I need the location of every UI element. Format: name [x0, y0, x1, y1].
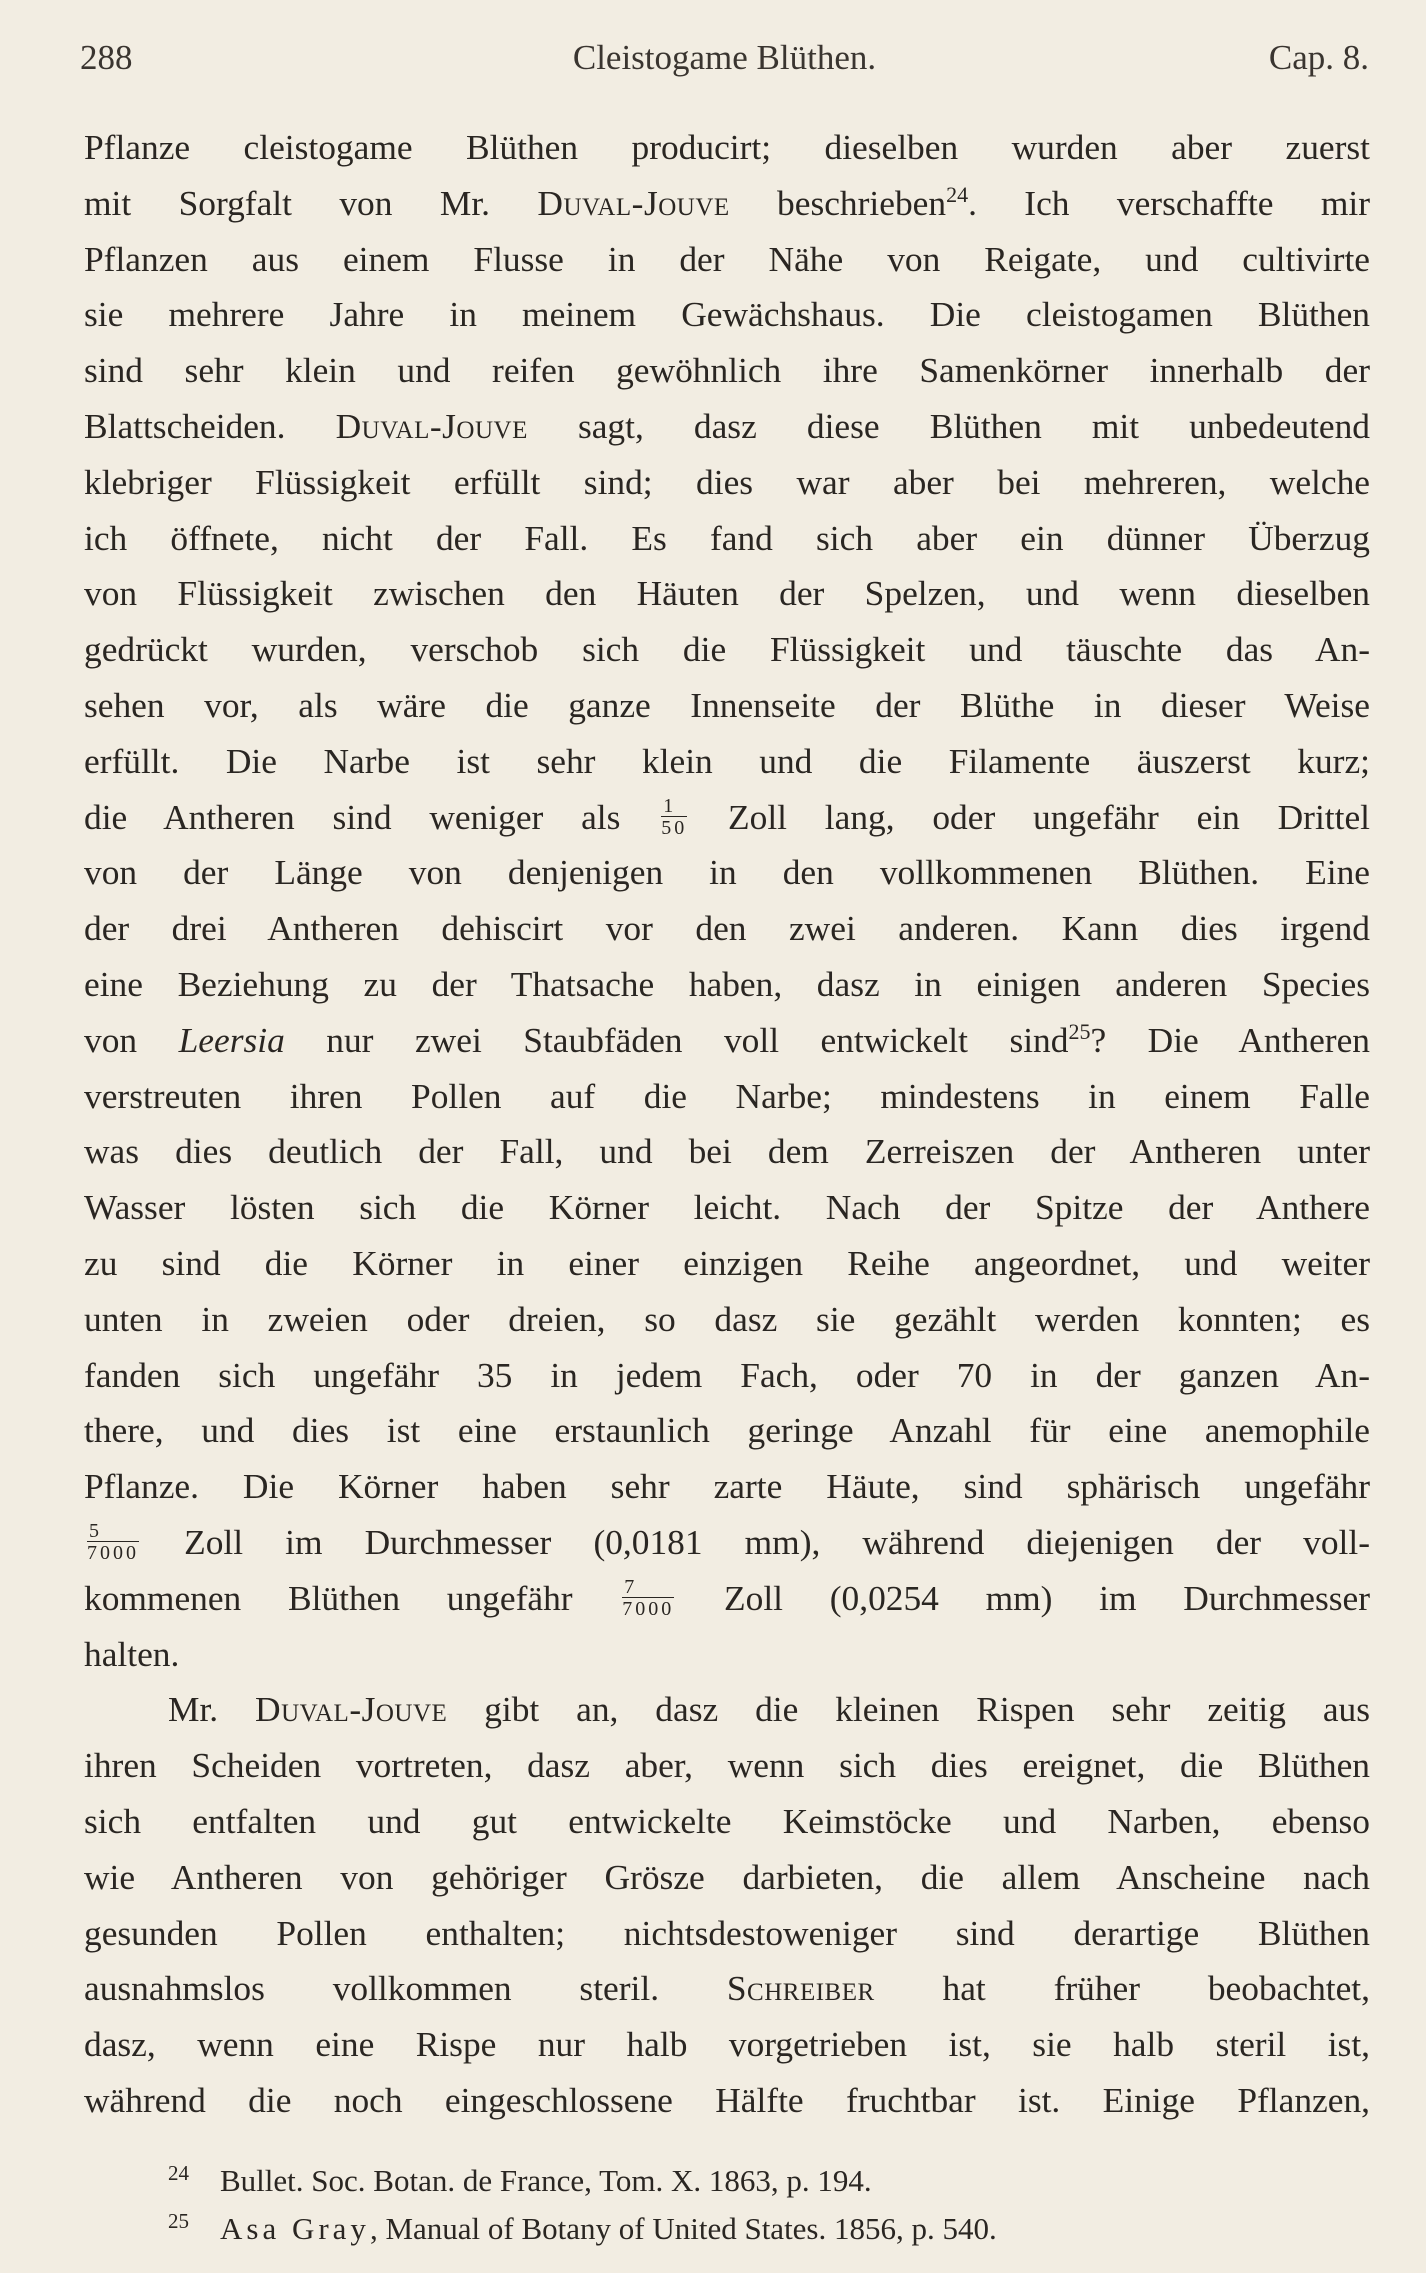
text-line: there, und dies ist eine erstaunlich geringe Anzahl für eine anemophile: [84, 1410, 1370, 1451]
author-name: Duval-Jouve: [537, 182, 730, 223]
text-line: Pflanze. Die Körner haben sehr zarte Häute, sind sphärisch ungefähr: [84, 1466, 1370, 1507]
text-line: mit Sorgfalt von Mr. Duval-Jouve beschrieben$^{24}$. Ich verschaffte mir: [84, 182, 1370, 223]
text-line: die Antheren sind weniger als $\frac{1}{50}$ Zoll lang, oder ungefähr ein Drittel: [84, 794, 1370, 839]
chapter-label: Cap. 8.: [1268, 38, 1369, 77]
footnote-text: , Manual of Botany of United States. 1856, p. 540.: [369, 2211, 997, 2246]
text-line: der drei Antheren dehiscirt vor den zwei anderen. Kann dies irgend: [84, 908, 1370, 949]
text-line: dasz, wenn eine Rispe nur halb vorgetrieben ist, sie halb steril ist,: [84, 2024, 1370, 2065]
text-line: erfüllt. Die Narbe ist sehr klein und die Filamente äuszerst kurz;: [84, 740, 1370, 781]
text-line: halten.: [84, 1633, 180, 1674]
text-line: gedrückt wurden, verschob sich die Flüssigkeit und täuschte das An-: [84, 629, 1370, 670]
fraction: $\frac{5}{7000}$: [87, 1519, 139, 1564]
text-line: eine Beziehung zu der Thatsache haben, dasz in einigen anderen Species: [84, 963, 1370, 1004]
text-line: von Leersia nur zwei Staubfäden voll entwickelt sind$^{25}$? Die Antheren: [84, 1018, 1370, 1060]
text-line: klebriger Flüssigkeit erfüllt sind; dies war aber bei mehreren, welche: [84, 461, 1370, 502]
fraction: $\frac{7}{7000}$: [622, 1575, 675, 1620]
text-line: fanden sich ungefähr 35 in jedem Fach, oder 70 in der ganzen An-: [84, 1354, 1370, 1395]
footnote-text: Bullet. Soc. Botan. de France, Tom. X. 1863, p. 194.: [220, 2163, 872, 2198]
page-header: [80, 38, 1369, 82]
genus-name: Leersia: [178, 1019, 285, 1060]
page-number: 288: [80, 38, 133, 77]
text-line: gesunden Pollen enthalten; nichtsdestoweniger sind derartige Blüthen: [84, 1912, 1370, 1953]
text-line: von Flüssigkeit zwischen den Häuten der Spelzen, und wenn dieselben: [84, 573, 1370, 614]
text-line: verstreuten ihren Pollen auf die Narbe; mindestens in einem Falle: [84, 1075, 1370, 1116]
text-line: Wasser lösten sich die Körner leicht. Nach der Spitze der Anthere: [84, 1187, 1370, 1228]
text-line: $\frac{5}{7000}$ Zoll im Durchmesser (0,0181 mm), während diejenigen der voll-: [87, 1519, 1370, 1564]
text-line: von der Länge von denjenigen in den vollkommenen Blüthen. Eine: [84, 852, 1370, 893]
running-title: Cleistogame Blüthen.: [572, 38, 877, 77]
text-line: sie mehrere Jahre in meinem Gewächshaus. Die cleistogamen Blüthen: [84, 294, 1370, 335]
author-name: Duval-Jouve: [335, 405, 528, 446]
text-line: sehen vor, als wäre die ganze Innenseite der Blüthe in dieser Weise: [84, 684, 1370, 725]
text-line: während die noch eingeschlossene Hälfte fruchtbar ist. Einige Pflanzen,: [84, 2079, 1370, 2120]
text-line: wie Antheren von gehöriger Grösze darbieten, die allem Anscheine nach: [84, 1856, 1370, 1897]
text-line: sind sehr klein und reifen gewöhnlich ihre Samenkörner innerhalb der: [84, 350, 1370, 391]
text-line: Blattscheiden. Duval-Jouve sagt, dasz diese Blüthen mit unbedeutend: [84, 405, 1370, 446]
footnote-ref: 25: [1068, 1018, 1091, 1044]
author-name: Schreiber: [726, 1968, 875, 2009]
text-line: ihren Scheiden vortreten, dasz aber, wenn sich dies ereignet, die Blüthen: [84, 1745, 1370, 1786]
text-line: ausnahmslos vollkommen steril. Schreiber hat früher beobachtet,: [84, 1968, 1370, 2009]
footnote-mark: 24: [168, 2161, 189, 2185]
text-line: unten in zweien oder dreien, so dasz sie gezählt werden konnten; es: [84, 1298, 1370, 1339]
footnote-ref: 24: [946, 182, 969, 207]
text-line: Pflanze cleistogame Blüthen producirt; dieselben wurden aber zuerst: [84, 127, 1370, 167]
text-line: ich öffnete, nicht der Fall. Es fand sich aber ein dünner Überzug: [84, 517, 1370, 558]
footnote: [170, 2205, 1369, 2253]
footnote: [170, 2157, 1369, 2205]
footnote-mark: 25: [168, 2209, 189, 2233]
text-line: zu sind die Körner in einer einzigen Reihe angeordnet, und weiter: [84, 1242, 1370, 1283]
footnote-author: Asa Gray: [220, 2211, 370, 2246]
body-text: [84, 120, 1370, 2129]
footnotes: [170, 2157, 1369, 2253]
text-line: was dies deutlich der Fall, und bei dem Zerreiszen der Antheren unter: [84, 1131, 1370, 1172]
author-name: Duval-Jouve: [255, 1689, 448, 1730]
text-line: Mr. Duval-Jouve gibt an, dasz die kleinen Rispen sehr zeitig aus: [168, 1689, 1370, 1730]
text-line: kommenen Blüthen ungefähr $\frac{7}{7000}$ Zoll (0,0254 mm) im Durchmesser: [84, 1575, 1370, 1620]
text-line: Pflanzen aus einem Flusse in der Nähe von Reigate, und cultivirte: [84, 238, 1370, 279]
fraction: $\frac{1}{50}$: [661, 794, 688, 839]
text-line: sich entfalten und gut entwickelte Keimstöcke und Narben, ebenso: [84, 1800, 1370, 1841]
